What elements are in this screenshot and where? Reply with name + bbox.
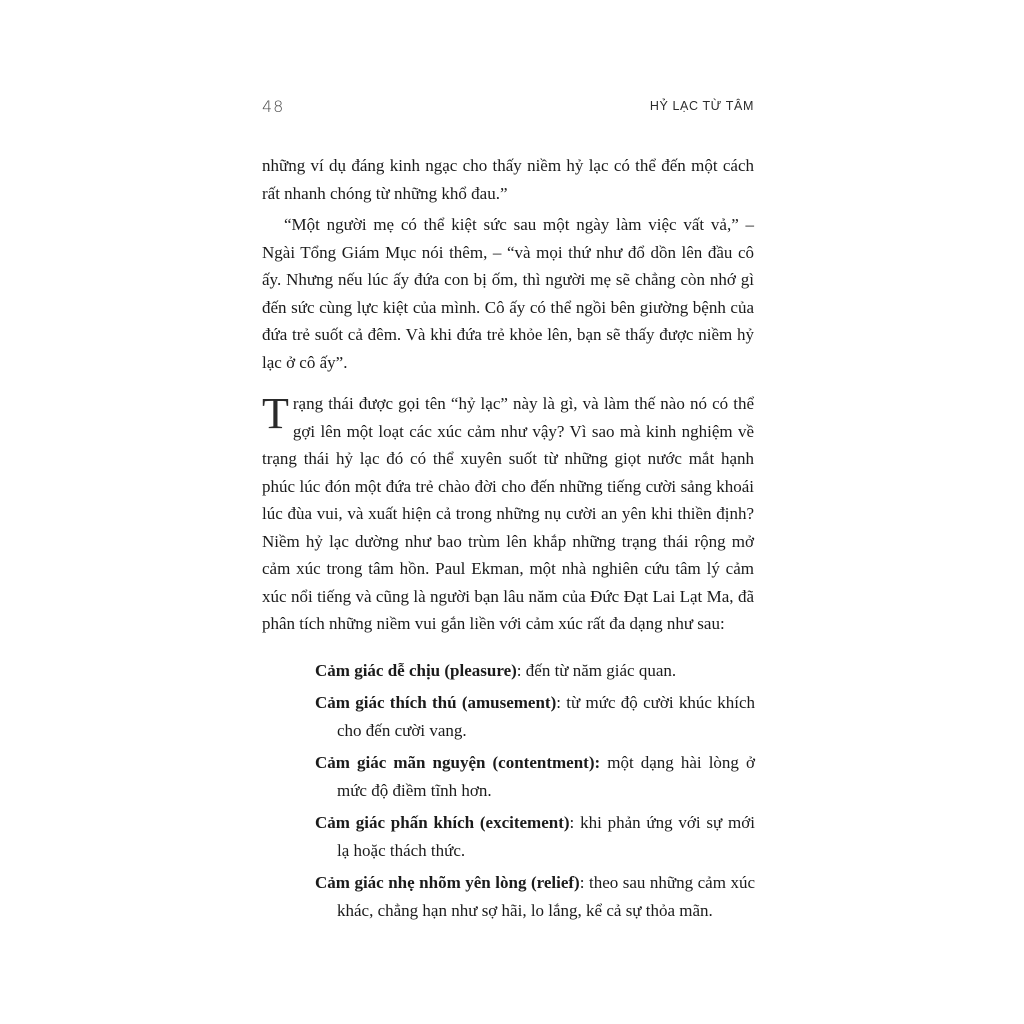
list-item-term: Cảm giác mãn nguyện (contentment): bbox=[315, 753, 601, 772]
list-item bbox=[315, 657, 755, 685]
list-item-term: Cảm giác phấn khích (excitement) bbox=[315, 813, 570, 832]
list-item-term: Cảm giác dễ chịu (pleasure) bbox=[315, 661, 517, 680]
paragraph-section-text: rạng thái được gọi tên “hỷ lạc” này là gì, và làm thế nào nó có thể gợi lên một loạt các xúc cảm như vậy? Vì sao mà kinh nghiệm về trạng thái hỷ lạc đó có thể xuyên suốt từ những giọt nước mắt hạnh phúc lúc đón một đứa trẻ chào đời cho đến những tiếng cười sảng khoái lúc đùa vui, và xuất hiện cả trong những nụ cười an yên khi thiền định? Niềm hỷ lạc dường như bao trùm lên khắp những trạng thái rộng mở cảm xúc trong tâm hồn. Paul Ekman, một nhà nghiên cứu tâm lý cảm xúc nổi tiếng và cũng là người bạn lâu năm của Đức Đạt Lai Lạt Ma, đã phân tích những niềm vui gắn liền với cảm xúc rất đa dạng như sau: bbox=[262, 394, 754, 633]
page-number: 48 bbox=[262, 97, 285, 116]
list-item-description: : khi phản ứng với sự mới lạ hoặc thách thức. bbox=[337, 813, 755, 860]
list-item bbox=[315, 809, 755, 865]
paragraph-continuation: những ví dụ đáng kinh ngạc cho thấy niềm hỷ lạc có thể đến một cách rất nhanh chóng từ những khổ đau.” bbox=[262, 156, 754, 203]
list-item bbox=[315, 749, 755, 805]
list-item bbox=[315, 869, 755, 925]
running-title: HỶ LẠC TỪ TÂM bbox=[649, 99, 754, 113]
emotion-list bbox=[315, 657, 755, 929]
list-item-description: một dạng hài lòng ở mức độ điềm tĩnh hơn. bbox=[337, 753, 755, 800]
list-item-description: : từ mức độ cười khúc khích cho đến cười vang. bbox=[337, 693, 755, 740]
page-header bbox=[262, 97, 754, 121]
list-item-description: : theo sau những cảm xúc khác, chẳng hạn như sợ hãi, lo lắng, kể cả sự thỏa mãn. bbox=[337, 873, 756, 920]
drop-cap: T bbox=[262, 389, 289, 438]
list-item bbox=[315, 689, 755, 745]
list-item-term: Cảm giác thích thú (amusement) bbox=[315, 693, 557, 712]
list-item-term: Cảm giác nhẹ nhõm yên lòng (relief) bbox=[315, 873, 580, 892]
paragraph-section-opening bbox=[262, 390, 754, 638]
paragraph-quote: “Một người mẹ có thể kiệt sức sau một ngày làm việc vất vả,” – Ngài Tổng Giám Mục nói thêm, – “và mọi thứ như đổ dồn lên đầu cô ấy. Nhưng nếu lúc ấy đứa con bị ốm, thì người mẹ sẽ chẳng còn nhớ gì đến sức cùng lực kiệt của mình. Cô ấy có thể ngồi bên giường bệnh của đứa trẻ suốt cả đêm. Và khi đứa trẻ khỏe lên, bạn sẽ thấy được niềm hỷ lạc ở cô ấy”. bbox=[262, 215, 754, 372]
list-item-description: : đến từ năm giác quan. bbox=[516, 661, 677, 680]
